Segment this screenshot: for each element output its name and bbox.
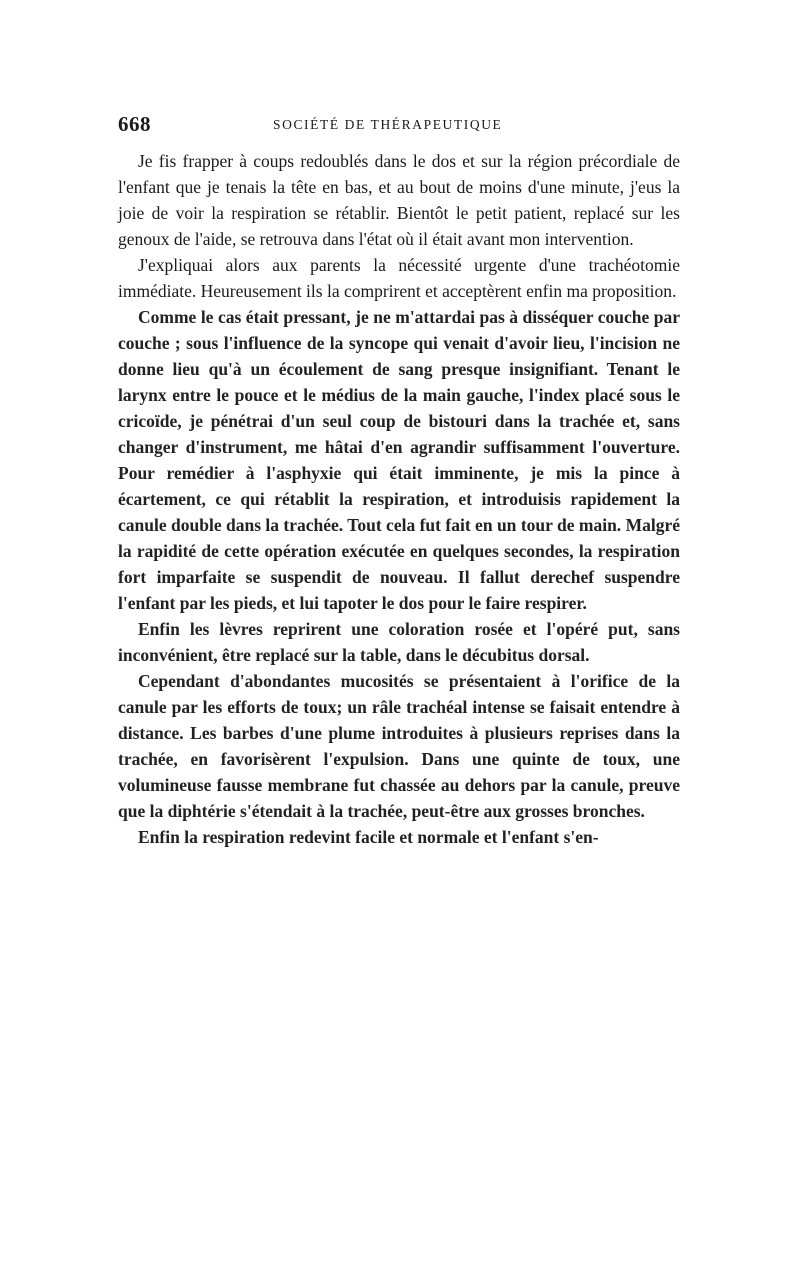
paragraph-3: Comme le cas était pressant, je ne m'attardai pas à disséquer couche par couche ; sous l'influence de la syncope qui venait d'avoir lieu, l'incision ne donne lieu qu'à un écoulement de sang presque insignifiant. Tenant le larynx entre le pouce et le médius de la main gauche, l'index placé sous le cricoïde, je pénétrai d'un seul coup de bistouri dans la trachée et, sans changer d'instrument, me hâtai d'en agrandir suffisamment l'ouverture. Pour remédier à l'asphyxie qui était imminente, je mis la pince à écartement, ce qui rétablit la respiration, et introduisis rapidement la canule double dans la trachée. Tout cela fut fait en un tour de main. Malgré la rapidité de cette opération exécutée en quelques secondes, la respiration fort imparfaite se suspendit de nouveau. Il fallut derechef suspendre l'enfant par les pieds, et lui tapoter le dos pour le faire respirer. xyxy=(118,307,680,613)
paragraph-2: J'expliquai alors aux parents la nécessité urgente d'une trachéotomie immédiate. Heureusement ils la comprirent et acceptèrent enfin ma proposition. xyxy=(118,255,680,301)
page-number: 668 xyxy=(118,112,151,136)
book-page xyxy=(118,112,680,850)
paragraph-4: Enfin les lèvres reprirent une coloration rosée et l'opéré put, sans inconvénient, être replacé sur la table, dans le décubitus dorsal. xyxy=(118,619,680,665)
paragraph-6: Enfin la respiration redevint facile et normale et l'enfant s'en- xyxy=(138,827,599,847)
text-body xyxy=(118,148,680,850)
paragraph-1: Je fis frapper à coups redoublés dans le dos et sur la région précordiale de l'enfant que je tenais la tête en bas, et au bout de moins d'une minute, j'eus la joie de voir la respiration se rétablir. Bientôt le petit patient, replacé sur les genoux de l'aide, se retrouva dans l'état où il était avant mon intervention. xyxy=(118,151,680,249)
running-title: SOCIÉTÉ DE THÉRAPEUTIQUE xyxy=(273,117,503,132)
paragraph-5: Cependant d'abondantes mucosités se présentaient à l'orifice de la canule par les efforts de toux; un râle trachéal intense se faisait entendre à distance. Les barbes d'une plume introduites à plusieurs reprises dans la trachée, en favorisèrent l'expulsion. Dans une quinte de toux, une volumineuse fausse membrane fut chassée au dehors par la canule, preuve que la diphtérie s'étendait à la trachée, peut-être aux grosses bronches. xyxy=(118,671,680,821)
running-head xyxy=(118,112,680,142)
